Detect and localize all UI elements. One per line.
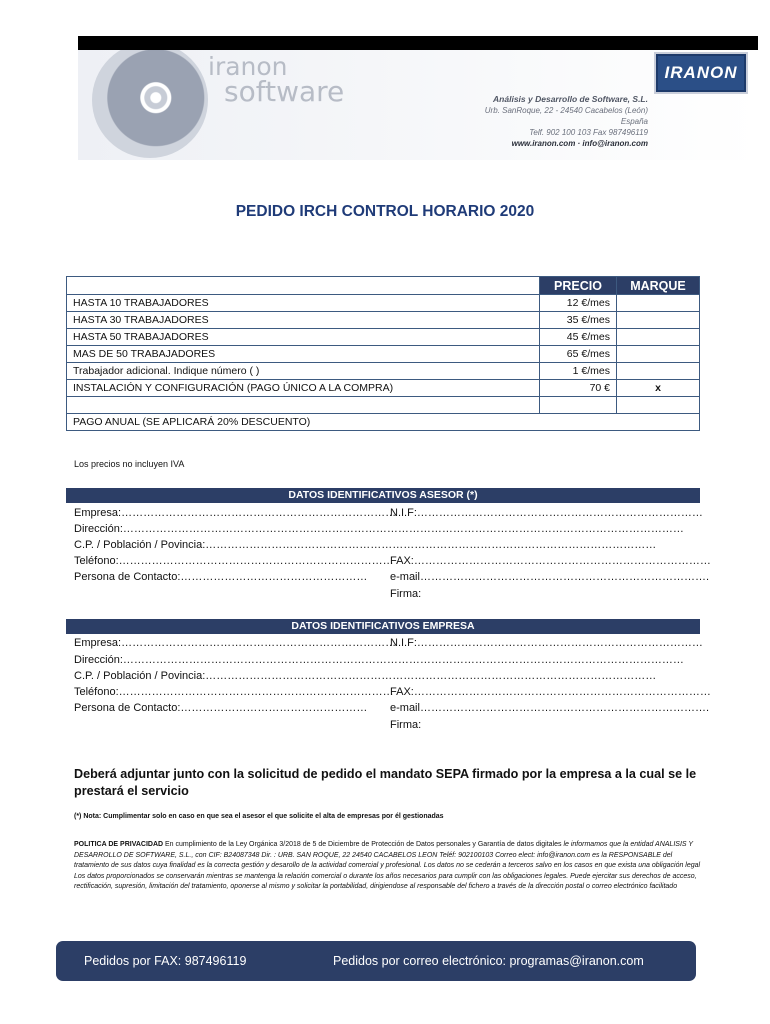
privacy-intro: En cumplimiento de la Ley Orgánica 3/2018 de 5 de Diciembre de Protección de Datos personales y Garantía de datos digitales (163, 841, 564, 848)
price-header: PRECIO (540, 277, 617, 295)
row-label: HASTA 50 TRABAJADORES (67, 329, 540, 346)
brand-wordmark (208, 52, 345, 108)
empresa-firma-label: Firma: (390, 719, 422, 731)
asesor-empresa-field[interactable]: Empresa:………………………………………………………………… (74, 507, 397, 519)
table-row (67, 295, 700, 312)
header-blank-cell (67, 277, 540, 295)
row-price: 35 €/mes (540, 312, 617, 329)
asesor-cp-field[interactable]: C.P. / Población / Povincia:…………………………………………………………………………………………………………… (74, 539, 657, 551)
empresa-telefono-field[interactable]: Teléfono:………………………………………………………………… (74, 686, 394, 698)
company-name: Análisis y Desarrollo de Software, S.L. (493, 94, 648, 104)
table-row (67, 312, 700, 329)
company-info (468, 94, 648, 149)
mark-header: MARQUE (617, 277, 700, 295)
page-title: PEDIDO IRCH CONTROL HORARIO 2020 (235, 203, 535, 220)
empresa-contacto-field[interactable]: Persona de Contacto:…………………………………………… (74, 702, 368, 714)
table-row-annual (67, 414, 700, 431)
company-address: Urb. SanRoque, 22 - 24540 Cacabelos (León) España (484, 106, 648, 126)
row-label: HASTA 30 TRABAJADORES (67, 312, 540, 329)
row-mark-checkbox[interactable] (617, 329, 700, 346)
row-mark-checkbox[interactable] (617, 295, 700, 312)
header-top-bar (78, 36, 758, 50)
empresa-email-field[interactable]: e-mail……………………………………………………………………. (390, 702, 710, 714)
privacy-label: POLITICA DE PRIVACIDAD (74, 841, 164, 848)
table-row (67, 363, 700, 380)
empresa-direccion-field[interactable]: Dirección:……………………………………………………………………………………………………………………………………… (74, 654, 684, 666)
row-label (67, 397, 540, 414)
row-price: 12 €/mes (540, 295, 617, 312)
vat-note: Los precios no incluyen IVA (74, 459, 185, 469)
privacy-body: le informamos que la entidad ANALISIS Y DESARROLLO DE SOFTWARE, S.L., con CIF: B24087348 Dir. : URB. SAN ROQUE, 22 24540 CACABELOS LEON Teléf: 902100103 Correo elect: info@iranon.com es la RESPONSABLE del tratamiento de sus datos cuya finalidad es la correcta gestión y desarollo de la actividad comercial y profesional. Los datos no se cederán a terceros salvo en los casos en que exista una obligación legal Los datos proporcionados se conservarán mientras se mantenga la relación comercial o durante los años necesarios para cumplir con las obligaciones legales. Puede ejercitar sus derechos de acceso, rectificación, supresión, limitación del tratamiento, oponerse al mismo y solicitar la portabilidad, dirigiendose al responsable del fichero a través de la dirección postal o correo electrónico facilitado (74, 841, 701, 890)
row-price (540, 397, 617, 414)
brand-line2: software (224, 75, 345, 108)
row-price: 45 €/mes (540, 329, 617, 346)
asesor-direccion-field[interactable]: Dirección:……………………………………………………………………………………………………………………………………… (74, 523, 684, 535)
table-row (67, 346, 700, 363)
asesor-firma-label: Firma: (390, 588, 422, 600)
iranon-logo: IRANON (656, 54, 746, 92)
row-mark-checkbox[interactable]: x (617, 380, 700, 397)
row-label: INSTALACIÓN Y CONFIGURACIÓN (PAGO ÚNICO A LA COMPRA) (67, 380, 540, 397)
footer-email-link[interactable]: Pedidos por correo electrónico: programas@iranon.com (333, 954, 644, 968)
table-row (67, 397, 700, 414)
table-row (67, 329, 700, 346)
letterhead (78, 50, 758, 160)
sepa-notice: Deberá adjuntar junto con la solicitud de pedido el mandato SEPA firmado por la empresa a la cual se le prestará el servicio (74, 767, 697, 798)
company-web: www.iranon.com · info@iranon.com (511, 139, 648, 148)
asterisk-note: (*) Nota: Cumplimentar solo en caso en que sea el asesor el que solicite el alta de empresas por él gestionadas (74, 813, 444, 820)
asesor-fax-field[interactable]: FAX:……………………………………………………………………… (390, 555, 711, 567)
section-empresa-title: DATOS IDENTIFICATIVOS EMPRESA (66, 619, 700, 634)
empresa-cp-field[interactable]: C.P. / Población / Povincia:…………………………………………………………………………………………………………… (74, 670, 657, 682)
footer-fax: Pedidos por FAX: 987496119 (84, 954, 247, 968)
row-price: 65 €/mes (540, 346, 617, 363)
table-row (67, 380, 700, 397)
annual-payment-option[interactable]: PAGO ANUAL (SE APLICARÁ 20% DESCUENTO) (67, 414, 700, 431)
empresa-fax-field[interactable]: FAX:……………………………………………………………………… (390, 686, 711, 698)
asesor-telefono-field[interactable]: Teléfono:………………………………………………………………… (74, 555, 394, 567)
row-mark-checkbox[interactable] (617, 346, 700, 363)
brand-line1: iranon (208, 52, 288, 81)
row-label: HASTA 10 TRABAJADORES (67, 295, 540, 312)
empresa-empresa-field[interactable]: Empresa:………………………………………………………………… (74, 637, 397, 649)
asesor-email-field[interactable]: e-mail……………………………………………………………………. (390, 571, 710, 583)
row-price: 1 €/mes (540, 363, 617, 380)
section-asesor-title: DATOS IDENTIFICATIVOS ASESOR (*) (66, 488, 700, 503)
asesor-nif-field[interactable]: N.I.F:…………………………………………………………………… (390, 507, 703, 519)
row-label: Trabajador adicional. Indique número ( ) (67, 363, 540, 380)
row-price: 70 € (540, 380, 617, 397)
asesor-contacto-field[interactable]: Persona de Contacto:…………………………………………… (74, 571, 368, 583)
empresa-nif-field[interactable]: N.I.F:…………………………………………………………………… (390, 637, 703, 649)
company-phones: Telf. 902 100 103 Fax 987496119 (529, 128, 648, 137)
price-table-header (67, 277, 700, 295)
privacy-policy (74, 840, 702, 893)
row-mark-checkbox[interactable] (617, 397, 700, 414)
cd-disc-image (92, 50, 208, 158)
footer-bar (56, 941, 696, 981)
row-label: MAS DE 50 TRABAJADORES (67, 346, 540, 363)
row-mark-checkbox[interactable] (617, 363, 700, 380)
price-table (66, 276, 700, 431)
row-mark-checkbox[interactable] (617, 312, 700, 329)
